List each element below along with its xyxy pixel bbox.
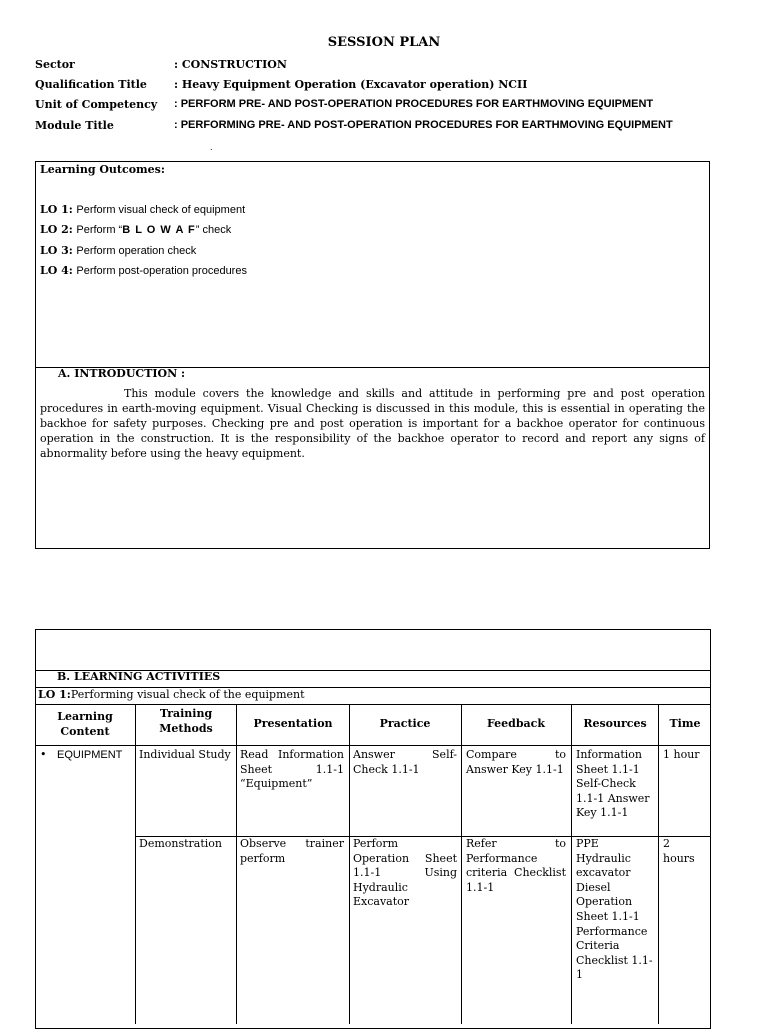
meta-label: Qualification Title	[35, 78, 147, 91]
learning-outcome-item	[40, 244, 196, 257]
lo-text: Perform visual check of equipment	[76, 204, 246, 216]
table-cell-practice: Answer Self-Check 1.1-1	[353, 748, 457, 776]
meta-value: : PERFORMING PRE- AND POST-OPERATION PROCEDURES FOR EARTHMOVING EQUIPMENT	[174, 119, 673, 131]
table-cell-feedback: Compare to Answer Key 1.1-1	[466, 748, 566, 776]
table-cell-learning-content	[40, 748, 132, 763]
table-cell-resources: PPE Hydraulic excavator Diesel Operation Sheet 1.1-1 Performance Criteria Checklist 1.1-1	[576, 837, 653, 982]
outcomes-intro-box	[35, 161, 710, 549]
learning-outcomes-heading: Learning Outcomes:	[40, 163, 165, 176]
column-header-practice: Practice	[379, 717, 431, 730]
meta-value: : Heavy Equipment Operation (Excavator operation) NCII	[174, 78, 528, 91]
lo-code: LO 1:	[40, 203, 73, 216]
table-cell-resources: Information Sheet 1.1-1 Self-Check 1.1-1 Answer Key 1.1-1	[576, 748, 650, 820]
table-col-rule	[571, 704, 572, 1024]
table-rule	[35, 704, 711, 705]
table-cell-feedback: Refer to Performance criteria Checklist 1.1-1	[466, 837, 566, 894]
meta-label: Unit of Competency	[35, 98, 158, 111]
table-cell-practice: Perform Operation Sheet 1.1-1 Using Hydraulic Excavator	[353, 837, 457, 909]
lo1-label: LO 1:	[38, 688, 71, 701]
learning-outcome-item	[40, 223, 231, 236]
table-col-rule	[658, 704, 659, 1024]
lo-text-pre: Perform “	[76, 224, 123, 236]
column-header-resources: Resources	[583, 717, 647, 730]
lo1-text: Performing visual check of the equipment	[70, 688, 305, 701]
meta-label: Module Title	[35, 119, 114, 132]
table-cell-presentation: Read Information Sheet 1.1-1 “Equipment”	[240, 748, 344, 791]
introduction-heading: A. INTRODUCTION :	[58, 367, 186, 380]
lo-code: LO 4:	[40, 264, 73, 277]
table-cell-presentation: Observe trainer perform	[240, 837, 344, 865]
column-header-time: Time	[669, 717, 701, 730]
introduction-text: This module covers the knowledge and skills and attitude in performing pre and post operation procedures in earth-moving equipment. Visual Checking is discussed in this module, this is essential in operating the backhoe for safety purposes. Checking pre and post operation is important for a backhoe operator for continuous operation in the construction. It is the responsibility of the backhoe operator to record and report any signs of abnormality before using the heavy equipment.	[40, 387, 705, 460]
stray-dot: .	[210, 143, 213, 152]
learning-content-text: EQUIPMENT	[57, 749, 123, 761]
table-col-rule	[135, 704, 136, 1024]
lo-code: LO 3:	[40, 244, 73, 257]
lo-text: Perform post-operation procedures	[76, 265, 247, 277]
lo-text: Perform operation check	[76, 245, 197, 257]
table-rule	[35, 745, 711, 746]
table-col-rule	[461, 704, 462, 1024]
learning-activities-heading: B. LEARNING ACTIVITIES	[57, 670, 221, 683]
meta-label: Sector	[35, 58, 75, 71]
lo1-row	[38, 688, 305, 701]
column-header-presentation: Presentation	[253, 717, 333, 730]
table-cell-method: Demonstration	[139, 837, 222, 850]
page-title: SESSION PLAN	[327, 35, 441, 50]
table-col-rule	[236, 704, 237, 1024]
table-col-rule	[349, 704, 350, 1024]
table-cell-time: 2 hours	[663, 837, 695, 865]
meta-value: : PERFORM PRE- AND POST-OPERATION PROCEDURES FOR EARTHMOVING EQUIPMENT	[174, 98, 654, 110]
learning-outcome-item	[40, 203, 245, 216]
lo-code: LO 2:	[40, 223, 73, 236]
column-header-learning-content: Learning Content	[57, 710, 113, 738]
table-cell-time: 1 hour	[663, 748, 700, 761]
column-header-training-methods: Training Methods	[159, 707, 213, 735]
learning-outcome-item	[40, 264, 247, 277]
column-header-feedback: Feedback	[486, 717, 546, 730]
meta-value: : CONSTRUCTION	[174, 58, 287, 71]
bullet: •	[40, 748, 47, 761]
lo-text-bold: B L O W A F	[122, 224, 196, 236]
table-cell-method: Individual Study	[139, 748, 231, 761]
lo-text-post: ” check	[195, 224, 232, 236]
